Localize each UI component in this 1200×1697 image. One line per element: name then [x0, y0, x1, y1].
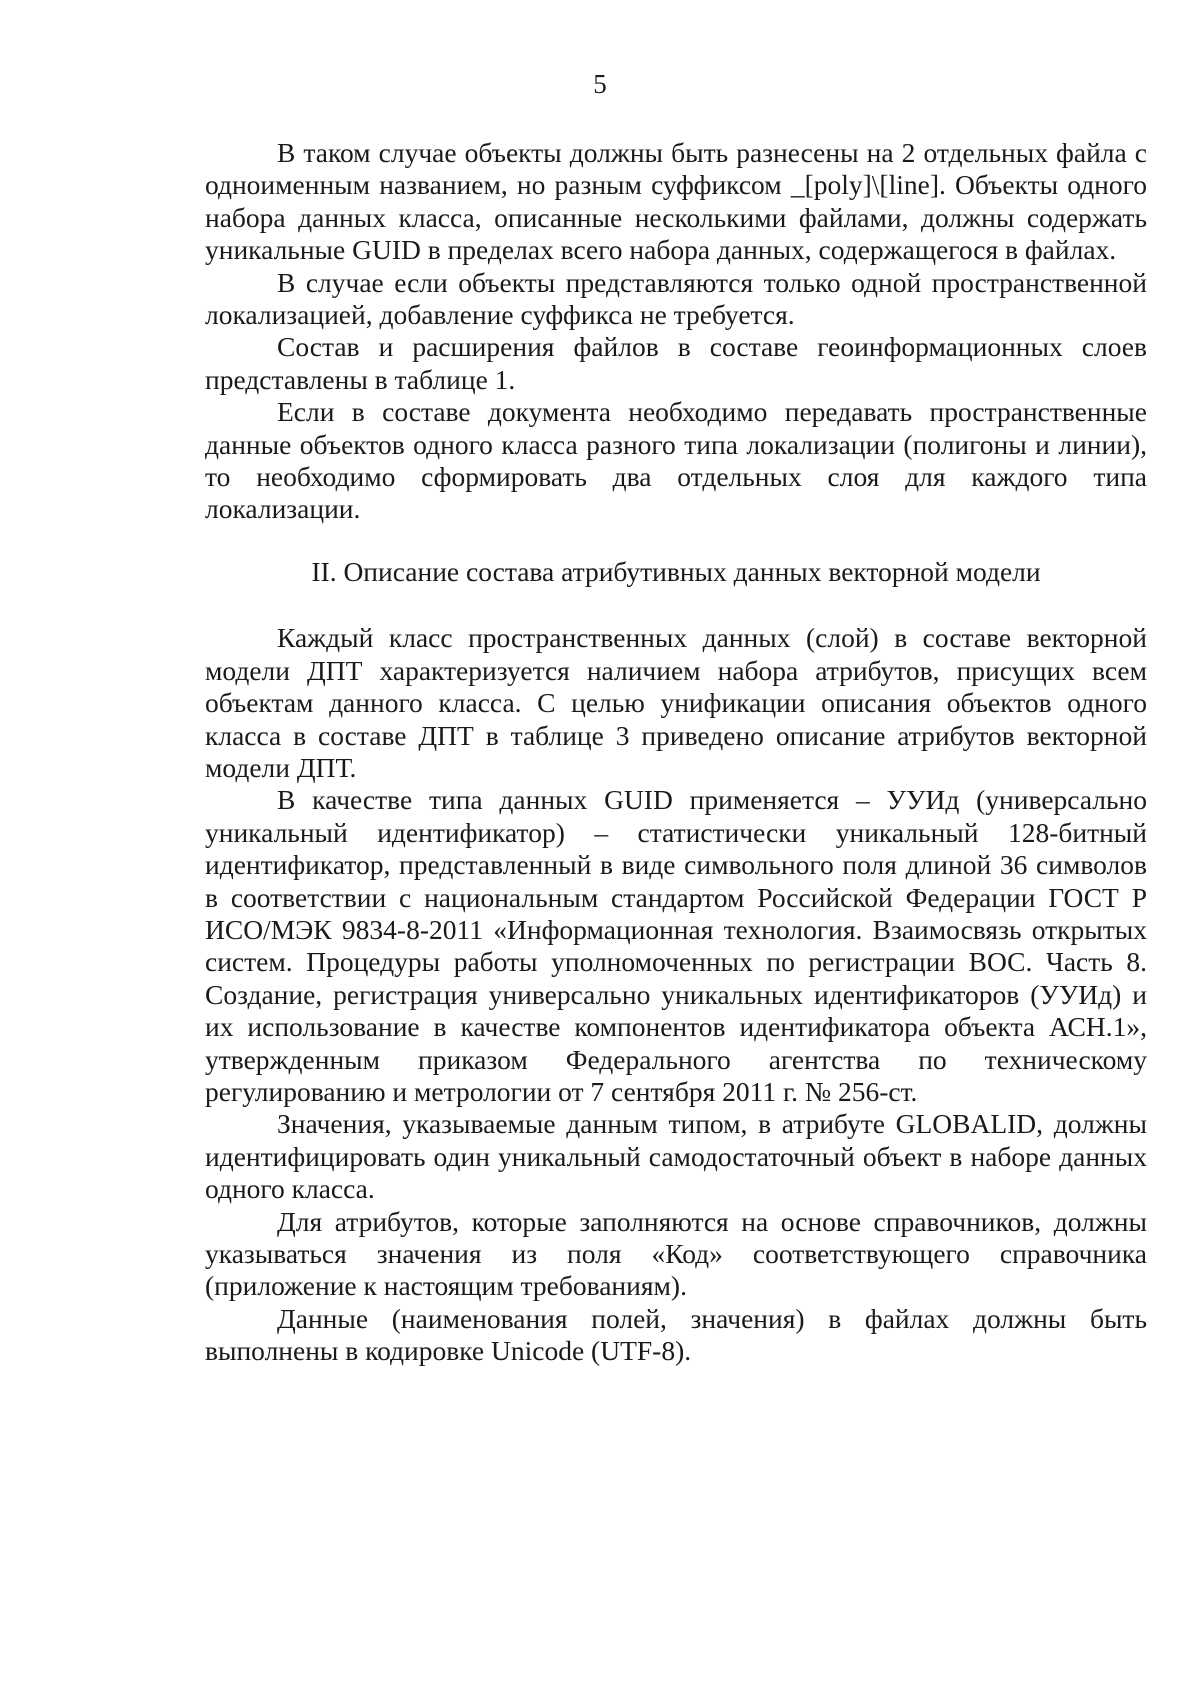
- paragraph-two-files: В таком случае объекты должны быть разнесены на 2 отдельных файла с одноименным названием, но разным суффиксом _[poly]\[line]. Объекты одного набора данных класса, описанные несколькими файлами, должны содержать уникальные GUID в пределах всего набора данных, содержащегося в файлах.: [205, 137, 1147, 266]
- paragraph-encoding: Данные (наименования полей, значения) в файлах должны быть выполнены в кодировке Unicode (UTF-8).: [205, 1302, 1147, 1367]
- paragraph-file-composition: Состав и расширения файлов в составе геоинформационных слоев представлены в таблице 1.: [205, 331, 1147, 395]
- paragraph-guid-type: В качестве типа данных GUID применяется – УУИд (универсально уникальный идентификатор) – статистически уникальный 128-битный идентификатор, представленный в виде символьного поля длиной 36 символов в соответствии с национальным стандартом Российской Федерации ГОСТ Р ИСО/МЭК 9834-8-2011 «Информационная технология. Взаимосвязь открытых систем. Процедуры работы уполномоченных по регистрации ВОС. Часть 8. Создание, регистрация универсально уникальных идентификаторов (УУИд) и их использование в качестве компонентов идентификатора объекта АСН.1», утвержденным приказом Федерального агентства по техническому регулированию и метрологии от 7 сентября 2011 г. № 256-ст.: [205, 784, 1147, 1107]
- section-heading: II. Описание состава атрибутивных данных векторной модели: [311, 555, 1041, 587]
- paragraph-separate-layers: Если в составе документа необходимо передавать пространственные данные объектов одного класса разного типа локализации (полигоны и линии), то необходимо сформировать два отдельных слоя для каждого типа локализации.: [205, 396, 1147, 525]
- paragraph-attribute-set: Каждый класс пространственных данных (слой) в составе векторной модели ДПТ характеризуется наличием набора атрибутов, присущих всем объектам данного класса. С целью унификации описания объектов одного класса в составе ДПТ в таблице 3 приведено описание атрибутов векторной модели ДПТ.: [205, 622, 1147, 783]
- page-content: [205, 137, 1147, 1368]
- paragraph-globalid: Значения, указываемые данным типом, в атрибуте GLOBALID, должны идентифицировать один уникальный самодостаточный объект в наборе данных одного класса.: [205, 1108, 1147, 1205]
- paragraph-single-localization: В случае если объекты представляются только одной пространственной локализацией, добавление суффикса не требуется.: [205, 266, 1147, 331]
- page-number: 5: [593, 69, 607, 99]
- paragraph-reference-codes: Для атрибутов, которые заполняются на основе справочников, должны указываться значения из поля «Код» соответствующего справочника (приложение к настоящим требованиям).: [205, 1205, 1147, 1302]
